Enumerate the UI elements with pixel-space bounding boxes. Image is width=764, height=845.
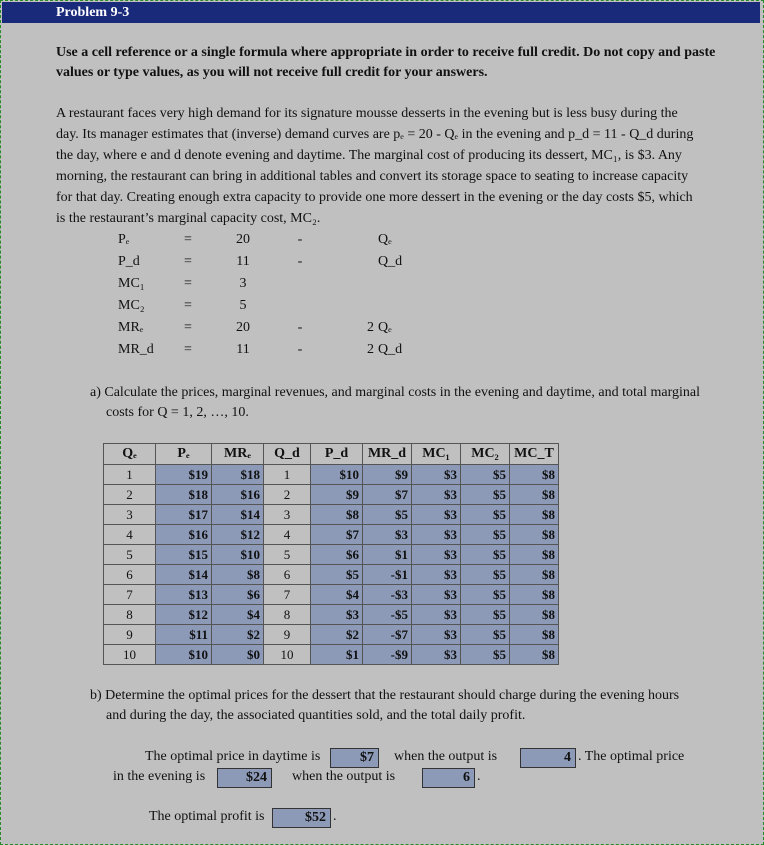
formula-cell[interactable]: $8 (510, 645, 559, 665)
formula-cell[interactable]: $3 (412, 545, 461, 565)
formula-cell[interactable]: $6 (212, 585, 264, 605)
equation-op: - (297, 232, 303, 247)
equation-var: Q_d (378, 254, 403, 269)
formula-cell[interactable]: $3 (412, 645, 461, 665)
formula-cell[interactable]: $10 (311, 465, 363, 485)
formula-cell[interactable]: -$1 (363, 565, 412, 585)
equation-name: MC₂ (118, 298, 145, 313)
intro-line: the day, where e and d denote evening and daytime. The marginal cost of producing its dessert, MC₁, is $3. Any (56, 148, 682, 163)
formula-cell[interactable]: $8 (510, 545, 559, 565)
equation-value: 3 (239, 276, 247, 291)
evening-price-cell[interactable]: $24 (217, 768, 272, 788)
formula-cell[interactable]: $9 (363, 465, 412, 485)
formula-cell[interactable]: $1 (363, 545, 412, 565)
equation-eq: = (184, 342, 192, 357)
column-header: P_d (311, 444, 363, 465)
formula-cell[interactable]: $8 (510, 505, 559, 525)
instructions: Use a cell reference or a single formula where appropriate in order to receive full credit. Do not copy and paste values or type values, as you will not receive full credit for your answers. (56, 45, 716, 80)
problem-title-bar (2, 2, 760, 23)
formula-cell[interactable]: $13 (156, 585, 212, 605)
quantity-cell: 2 (104, 485, 156, 505)
formula-cell[interactable]: $5 (461, 525, 510, 545)
equation-value: 20 (236, 232, 250, 247)
formula-cell[interactable]: $8 (510, 605, 559, 625)
equation-value: 11 (236, 342, 250, 357)
formula-cell[interactable]: -$3 (363, 585, 412, 605)
equation-op: - (297, 320, 303, 335)
quantity-cell: 6 (264, 565, 311, 585)
formula-cell[interactable]: $5 (461, 465, 510, 485)
evening-price-label-a: . The optimal price (578, 749, 685, 764)
column-header: Q_d (264, 444, 311, 465)
formula-cell[interactable]: $4 (212, 605, 264, 625)
quantity-cell: 7 (104, 585, 156, 605)
equation-op: - (297, 342, 303, 357)
quantity-cell: 3 (104, 505, 156, 525)
formula-cell[interactable]: $8 (510, 485, 559, 505)
column-header: Qₑ (104, 444, 156, 465)
formula-cell[interactable]: $5 (461, 645, 510, 665)
quantity-cell: 1 (104, 465, 156, 485)
formula-cell[interactable]: $9 (311, 485, 363, 505)
formula-cell[interactable]: $5 (311, 565, 363, 585)
formula-cell[interactable]: $3 (412, 465, 461, 485)
formula-cell[interactable]: $5 (461, 565, 510, 585)
profit-label: The optimal profit is (149, 809, 265, 824)
evening-output-cell[interactable]: 6 (422, 768, 475, 788)
formula-cell[interactable]: $3 (412, 485, 461, 505)
column-header: MC_T (510, 444, 559, 465)
equation-name: Pₑ (118, 232, 130, 247)
quantity-cell: 9 (264, 625, 311, 645)
table-row (104, 545, 559, 565)
intro-line: day. Its manager estimates that (inverse) demand curves are pₑ = 20 - Qₑ in the evening and p_d = 11 - Q_d during (56, 127, 694, 142)
formula-cell[interactable]: $5 (461, 485, 510, 505)
formula-cell[interactable]: -$7 (363, 625, 412, 645)
table-header-row (104, 444, 559, 465)
formula-cell[interactable]: $11 (156, 625, 212, 645)
equation-eq: = (184, 320, 192, 335)
column-header: MR_d (363, 444, 412, 465)
quantity-cell: 8 (264, 605, 311, 625)
column-header: MRₑ (212, 444, 264, 465)
equation-op: - (297, 254, 303, 269)
table-row (104, 605, 559, 625)
formula-cell[interactable]: $8 (311, 505, 363, 525)
formula-cell[interactable]: $2 (212, 625, 264, 645)
quantity-cell: 5 (104, 545, 156, 565)
part-b-question: b) Determine the optimal prices for the dessert that the restaurant should charge during the evening hours and during the day, the associated quantities sold, and the total daily profit. (90, 688, 680, 723)
quantity-cell: 2 (264, 485, 311, 505)
equation-eq: = (184, 232, 192, 247)
formula-cell[interactable]: $3 (412, 505, 461, 525)
table-row (104, 505, 559, 525)
equation-var: Qₑ (378, 320, 392, 335)
formula-cell[interactable]: $3 (412, 565, 461, 585)
formula-cell[interactable]: $19 (156, 465, 212, 485)
equation-value: 20 (236, 320, 250, 335)
quantity-cell: 4 (264, 525, 311, 545)
formula-cell[interactable]: $12 (156, 605, 212, 625)
equation-var: Q_d (378, 342, 403, 357)
quantity-cell: 7 (264, 585, 311, 605)
equation-name: MR_d (118, 342, 154, 357)
day-price-cell[interactable]: $7 (330, 748, 379, 768)
cost-revenue-table (103, 443, 559, 665)
quantity-cell: 10 (104, 645, 156, 665)
formula-cell[interactable]: $5 (461, 545, 510, 565)
formula-cell[interactable]: -$9 (363, 645, 412, 665)
table-row (104, 625, 559, 645)
formula-cell[interactable]: $7 (311, 525, 363, 545)
equation-name: P_d (118, 254, 140, 269)
formula-cell[interactable]: $1 (311, 645, 363, 665)
formula-cell[interactable]: $0 (212, 645, 264, 665)
evening-output-period: . (477, 769, 481, 784)
formula-cell[interactable]: $8 (510, 525, 559, 545)
day-output-label: when the output is (394, 749, 498, 764)
quantity-cell: 10 (264, 645, 311, 665)
formula-cell[interactable]: $18 (212, 465, 264, 485)
formula-cell[interactable]: $8 (510, 585, 559, 605)
profit-cell[interactable]: $52 (272, 808, 331, 828)
formula-cell[interactable]: $7 (363, 485, 412, 505)
equation-eq: = (184, 254, 192, 269)
formula-cell[interactable]: $4 (311, 585, 363, 605)
formula-cell[interactable]: $8 (212, 565, 264, 585)
formula-cell[interactable]: $12 (212, 525, 264, 545)
table-row (104, 645, 559, 665)
equation-eq: = (184, 276, 192, 291)
evening-output-label: when the output is (292, 769, 396, 784)
quantity-cell: 6 (104, 565, 156, 585)
formula-cell[interactable]: $8 (510, 565, 559, 585)
quantity-cell: 4 (104, 525, 156, 545)
formula-cell[interactable]: $2 (311, 625, 363, 645)
equation-value: 11 (236, 254, 250, 269)
table-row (104, 525, 559, 545)
equation-var: Qₑ (378, 232, 392, 247)
table-row (104, 585, 559, 605)
formula-cell[interactable]: $3 (412, 525, 461, 545)
formula-cell[interactable]: $8 (510, 465, 559, 485)
formula-cell[interactable]: $3 (363, 525, 412, 545)
formula-cell[interactable]: $8 (510, 625, 559, 645)
column-header: MC₂ (461, 444, 510, 465)
equation-name: MRₑ (118, 320, 144, 335)
table-row (104, 465, 559, 485)
equation-eq: = (184, 298, 192, 313)
formula-cell[interactable]: $3 (412, 605, 461, 625)
equation-coef: 2 (367, 320, 374, 335)
formula-cell[interactable]: $6 (311, 545, 363, 565)
formula-cell[interactable]: $5 (363, 505, 412, 525)
problem-intro (56, 103, 734, 229)
formula-cell[interactable]: $10 (212, 545, 264, 565)
problem-title: Problem 9-3 (56, 5, 130, 20)
formula-cell[interactable]: $10 (156, 645, 212, 665)
intro-line: morning, the restaurant can bring in additional tables and convert its storage space to seating to increase capacity (56, 169, 689, 184)
formula-cell[interactable]: $5 (461, 585, 510, 605)
formula-cell[interactable]: $16 (156, 525, 212, 545)
quantity-cell: 1 (264, 465, 311, 485)
quantity-cell: 3 (264, 505, 311, 525)
table-row (104, 485, 559, 505)
quantity-cell: 8 (104, 605, 156, 625)
day-output-cell[interactable]: 4 (520, 748, 576, 768)
equation-value: 5 (239, 298, 247, 313)
formula-cell[interactable]: $3 (412, 625, 461, 645)
quantity-cell: 5 (264, 545, 311, 565)
quantity-cell: 9 (104, 625, 156, 645)
formula-cell[interactable]: $3 (311, 605, 363, 625)
formula-cell[interactable]: $5 (461, 505, 510, 525)
formula-cell[interactable]: $14 (156, 565, 212, 585)
formula-cell[interactable]: $14 (212, 505, 264, 525)
formula-cell[interactable]: $17 (156, 505, 212, 525)
formula-cell[interactable]: $5 (461, 625, 510, 645)
formula-cell[interactable]: -$5 (363, 605, 412, 625)
part-a-question: a) Calculate the prices, marginal revenues, and marginal costs in the evening and daytime, and total marginal costs for Q = 1, 2, …, 10. (90, 385, 700, 420)
day-price-label: The optimal price in daytime is (145, 749, 321, 764)
formula-cell[interactable]: $18 (156, 485, 212, 505)
table-row (104, 565, 559, 585)
formula-cell[interactable]: $16 (212, 485, 264, 505)
formula-cell[interactable]: $15 (156, 545, 212, 565)
evening-price-label-b: in the evening is (113, 769, 206, 784)
formula-cell[interactable]: $3 (412, 585, 461, 605)
intro-line: A restaurant faces very high demand for its signature mousse desserts in the evening but is less busy during the (56, 106, 678, 121)
intro-line: is the restaurant’s marginal capacity cost, MC₂. (56, 211, 321, 226)
equation-coef: 2 (367, 342, 374, 357)
column-header: Pₑ (156, 444, 212, 465)
intro-line: for that day. Creating enough extra capacity to provide one more dessert in the evening or the day costs $5, which (56, 190, 693, 205)
equation-name: MC₁ (118, 276, 145, 291)
column-header: MC₁ (412, 444, 461, 465)
profit-period: . (333, 809, 337, 824)
formula-cell[interactable]: $5 (461, 605, 510, 625)
